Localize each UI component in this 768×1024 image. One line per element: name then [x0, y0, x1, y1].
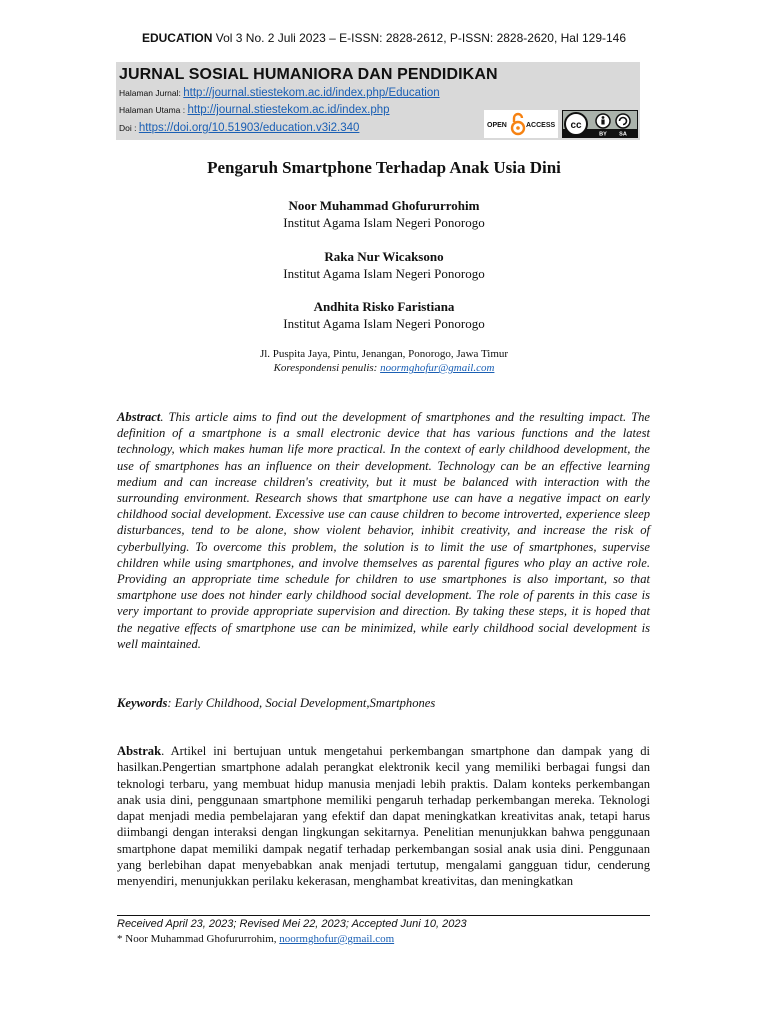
journal-page-line: [119, 87, 440, 99]
keywords-text: : Early Childhood, Social Development,Smartphones: [167, 696, 436, 710]
keywords-label: Keywords: [117, 696, 168, 710]
abstract-indonesian-text: . Artikel ini bertujuan untuk mengetahui perkembangan smartphone dan dampak yang di hasilkan.Pengertian smartphone adalah perangkat elektronik kecil yang memiliki berbagai fungsi dan teknologi terbaru, yang membuat hidup manusia menjadi lebih praktis. Dalam konteks perkembangan anak usia dini, penggunaan smartphone memiliki pengaruh terhadap perkembangan mereka. Teknologi dapat menjadi media pembelajaran yang efektif dan dapat meningkatkan kreativitas anak, tetapi harus diimbangi dengan interaksi dengan lingkungan sekitarnya. Penelitian menunjukkan bahwa penggunaan smartphone dapat memiliki dampak negatif terhadap perkembangan sosial anak usia dini. Penggunaan yang berlebihan dapat menyebabkan anak menjadi tertutup, mengalami gangguan tidur, cenderung menyendiri, menunjukkan perilaku kekerasan, menghambat kreativitas, dan meningkatkan: [117, 744, 650, 889]
journal-banner: [116, 62, 640, 140]
author-1-institution: Institut Agama Islam Negeri Ponorogo: [283, 215, 485, 230]
correspondence-email-link[interactable]: noormghofur@gmail.com: [380, 362, 495, 374]
doi-label: Doi :: [119, 123, 139, 133]
abstract-indonesian-label: Abstrak: [117, 744, 162, 758]
author-3-institution: Institut Agama Islam Negeri Ponorogo: [283, 316, 485, 331]
abstract-english-text: . This article aims to find out the development of smartphones and the resulting impact. The definition of a smartphone is a small electronic device that has various functions and the latest technology, which makes human life more practical. In the context of early childhood development, the use of smartphones has an influence on their development. Technology can be an effective learning medium and can increase children's creativity, but it must be balanced with interaction with the surrounding environment. Research shows that smartphone use can have a negative impact on early childhood social development. Excessive use can cause children to become introverted, experience sleep disturbances, tend to be alone, show violent behavior, inhibit creativity, and increase the risk of cyberbullying. To overcome this problem, the solution is to limit the use of smartphones, supervise children while using smartphones, and involve themselves as parental figures who play an active role. Providing an appropriate time schedule for children to use smartphones is also important, so that smartphone use does not hinder early childhood social development. The role of parents in this case is very important to provide appropriate supervision and direction. By taking these steps, it is hoped that the negative effects of smartphone use can be minimized, while early childhood social development is well maintained.: [117, 410, 650, 651]
abstract-english: [117, 409, 650, 652]
author-2-name: Raka Nur Wicaksono: [324, 249, 444, 264]
corresponding-author-footnote: [117, 933, 394, 945]
running-head: [0, 31, 768, 45]
author-1-name: Noor Muhammad Ghofururrohim: [288, 198, 480, 213]
correspondence-label: Korespondensi penulis:: [273, 362, 381, 374]
home-page-label: Halaman Utama :: [119, 105, 188, 115]
abstract-english-label: Abstract: [117, 410, 161, 424]
author-3-name: Andhita Risko Faristiana: [313, 299, 455, 314]
paper-title: Pengaruh Smartphone Terhadap Anak Usia Dini: [207, 158, 561, 177]
footnote-divider: [117, 915, 650, 916]
abstract-indonesian: [117, 743, 650, 915]
footnote-label: * Noor Muhammad Ghofururrohim,: [117, 933, 280, 945]
open-access-logo: [484, 110, 558, 138]
running-head-details: Vol 3 No. 2 Juli 2023 – E-ISSN: 2828-2612, P-ISSN: 2828-2620, Hal 129-146: [212, 31, 627, 45]
journal-title: JURNAL SOSIAL HUMANIORA DAN PENDIDIKAN: [119, 66, 498, 83]
journal-page-link[interactable]: http://journal.stiestekom.ac.id/index.php/Education: [183, 87, 440, 99]
doi-line: [119, 122, 359, 134]
correspondence-line: [0, 362, 768, 374]
footnote-email-link[interactable]: noormghofur@gmail.com: [279, 933, 395, 945]
author-address: Jl. Puspita Jaya, Pintu, Jenangan, Ponorogo, Jawa Timur: [259, 348, 509, 360]
running-head-journal: EDUCATION: [141, 31, 213, 45]
svg-text:cc: cc: [570, 120, 582, 131]
cc-sa-label: SA: [619, 131, 627, 137]
open-access-left-text: OPEN: [487, 122, 507, 129]
cc-by-sa-license-logo: [562, 110, 638, 138]
journal-page-label: Halaman Jurnal:: [119, 88, 184, 98]
keywords: [117, 696, 650, 711]
creative-commons-icon: [563, 111, 637, 137]
author-2-institution: Institut Agama Islam Negeri Ponorogo: [283, 266, 485, 281]
home-page-line: [119, 104, 390, 116]
received-dates: Received April 23, 2023; Revised Mei 22, 2023; Accepted Juni 10, 2023: [117, 918, 467, 930]
home-page-link[interactable]: http://journal.stiestekom.ac.id/index.php: [187, 104, 390, 116]
open-access-lock-icon: [510, 112, 526, 136]
open-access-right-text: ACCESS: [526, 122, 556, 129]
doi-link[interactable]: https://doi.org/10.51903/education.v3i2.340: [138, 122, 360, 134]
cc-by-label: BY: [599, 131, 607, 137]
